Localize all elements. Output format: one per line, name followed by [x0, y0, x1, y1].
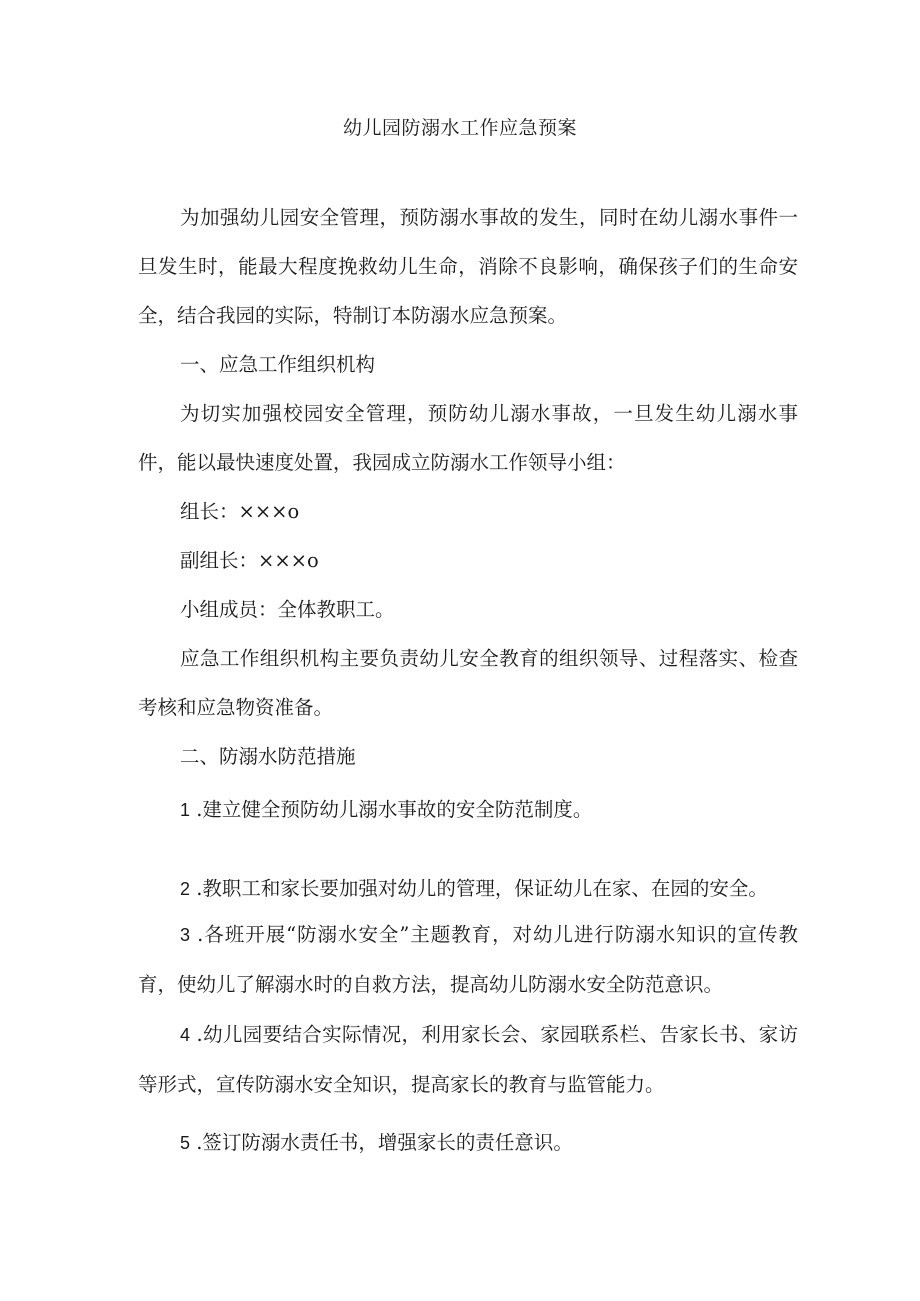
document-title: 幼儿园防溺水工作应急预案	[342, 117, 577, 139]
section1-paragraph-1: 为切实加强校园安全管理，预防幼儿溺水事故，一旦发生幼儿溺水事件，能以最快速度处置，我园成立防溺水工作领导小组：	[138, 402, 798, 474]
measure-item	[138, 1010, 798, 1109]
measure-item-text: .建立健全预防幼儿溺水事故的安全防范制度。	[190, 798, 593, 821]
measure-item	[138, 864, 798, 914]
section1-heading: 一、应急工作组织机构	[180, 353, 376, 376]
section2-heading: 二、防溺水防范措施	[180, 745, 356, 768]
section1-paragraph-2: 应急工作组织机构主要负责幼儿安全教育的组织领导、过程落实、检查考核和应急物资准备。	[138, 647, 798, 719]
measure-item-number: 2	[180, 879, 191, 899]
leader-line: 组长：×××o	[180, 500, 300, 523]
measure-item	[138, 1118, 798, 1168]
measure-item-text: .各班开展“防溺水安全”主题教育，对幼儿进行防溺水知识的宣传教育，使幼儿了解溺水时的自救方法，提高幼儿防溺水安全防范意识。	[138, 923, 798, 996]
measure-item-number: 1	[180, 800, 191, 820]
measure-item-number: 3	[180, 925, 191, 945]
intro-paragraph: 为加强幼儿园安全管理，预防溺水事故的发生，同时在幼儿溺水事件一旦发生时，能最大程度挽救幼儿生命，消除不良影响，确保孩子们的生命安全，结合我园的实际，特制订本防溺水应急预案。	[138, 206, 798, 327]
members-line: 小组成员：全体教职工。	[180, 598, 395, 621]
vice-leader-line: 副组长：×××o	[180, 549, 319, 572]
measure-item-text: .幼儿园要结合实际情况，利用家长会、家园联系栏、告家长书、家访等形式，宣传防溺水安全知识，提高家长的教育与监管能力。	[138, 1023, 798, 1096]
measure-item-text: .教职工和家长要加强对幼儿的管理，保证幼儿在家、在园的安全。	[190, 877, 768, 900]
measure-item	[138, 910, 798, 1009]
measure-item	[138, 785, 798, 835]
measure-item-number: 5	[180, 1133, 191, 1153]
measure-item-number: 4	[180, 1025, 191, 1045]
measure-item-text: .签订防溺水责任书，增强家长的责任意识。	[190, 1131, 573, 1154]
